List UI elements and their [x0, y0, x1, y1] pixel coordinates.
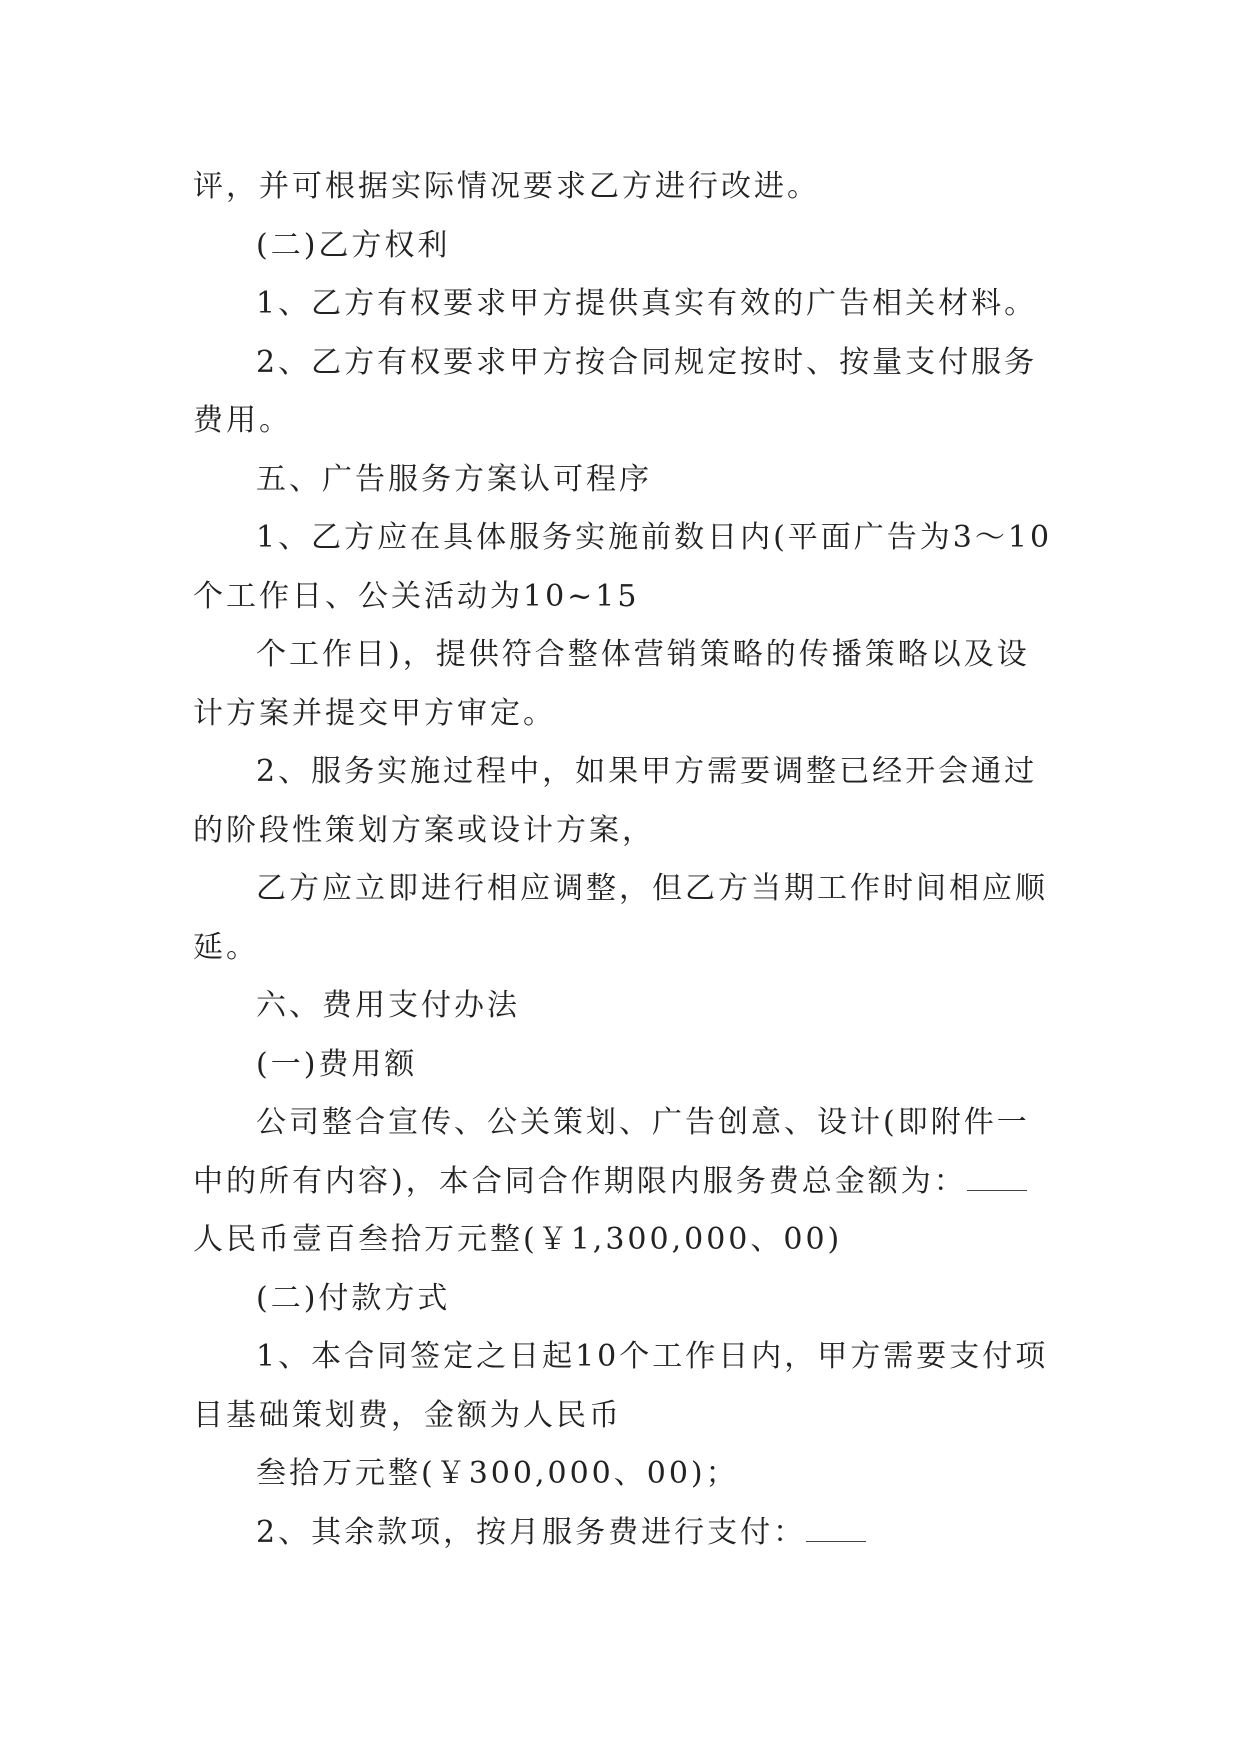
text-line — [193, 743, 1053, 802]
line-text: 延。 — [193, 929, 259, 965]
text-line — [193, 1328, 1053, 1387]
line-text: 2、乙方有权要求甲方按合同规定按时、按量支付服务 — [256, 344, 1038, 380]
text-line — [193, 217, 1053, 276]
text-line — [193, 1387, 1053, 1446]
line-text: 公司整合宣传、公关策划、广告创意、设计(即附件一 — [256, 1105, 1030, 1140]
line-text: 个工作日)，提供符合整体营销策略的传播策略以及设 — [256, 637, 1030, 672]
text-line — [193, 802, 1053, 861]
text-line — [193, 1153, 1053, 1212]
text-line — [193, 392, 1053, 451]
line-text: 五、广告服务方案认可程序 — [256, 461, 652, 497]
text-line — [193, 158, 1053, 217]
line-text: (二)乙方权利 — [256, 227, 451, 263]
fill-in-blank — [806, 1517, 866, 1542]
line-text: 评，并可根据实际情况要求乙方进行改进。 — [193, 169, 820, 204]
line-text: 1、乙方应在具体服务实施前数日内(平面广告为3～10 — [256, 520, 1053, 555]
line-text: 1、本合同签定之日起10个工作日内，甲方需要支付项 — [256, 1339, 1049, 1374]
line-text: (二)付款方式 — [256, 1280, 451, 1316]
line-text: 计方案并提交甲方审定。 — [193, 695, 556, 731]
text-line — [193, 919, 1053, 978]
text-line — [193, 1270, 1053, 1329]
line-text: 叁拾万元整(￥300,000、00)； — [256, 1456, 739, 1491]
line-text: (一)费用额 — [256, 1046, 418, 1082]
line-text: 中的所有内容)，本合同合作期限内服务费总金额为： — [193, 1163, 967, 1199]
text-line — [193, 275, 1053, 334]
text-line — [193, 1504, 1053, 1563]
section-heading — [193, 977, 1053, 1036]
text-line — [193, 626, 1053, 685]
line-text: 费用。 — [193, 403, 292, 438]
line-text: 的阶段性策划方案或设计方案， — [193, 812, 655, 848]
section-heading — [193, 451, 1053, 510]
fill-in-blank — [967, 1166, 1027, 1191]
text-line — [193, 1094, 1053, 1153]
text-line — [193, 509, 1053, 568]
line-text: 1、乙方有权要求甲方提供真实有效的广告相关材料。 — [256, 286, 1038, 321]
line-text: 2、其余款项，按月服务费进行支付： — [256, 1514, 807, 1550]
text-line — [193, 685, 1053, 744]
contract-text — [193, 158, 1053, 1562]
text-line — [193, 1445, 1053, 1504]
text-line — [193, 1036, 1053, 1095]
line-text: 个工作日、公关活动为10~15 — [193, 578, 640, 614]
line-text: 目基础策划费，金额为人民币 — [193, 1397, 622, 1433]
text-line — [193, 1211, 1053, 1270]
text-line — [193, 568, 1053, 627]
text-line — [193, 334, 1053, 393]
line-text: 2、服务实施过程中，如果甲方需要调整已经开会通过 — [256, 754, 1038, 789]
line-text: 人民币壹百叁拾万元整(￥1,300,000、00) — [193, 1222, 843, 1257]
text-line — [193, 860, 1053, 919]
line-text: 乙方应立即进行相应调整，但乙方当期工作时间相应顺 — [256, 871, 1048, 906]
line-text: 六、费用支付办法 — [256, 988, 520, 1023]
